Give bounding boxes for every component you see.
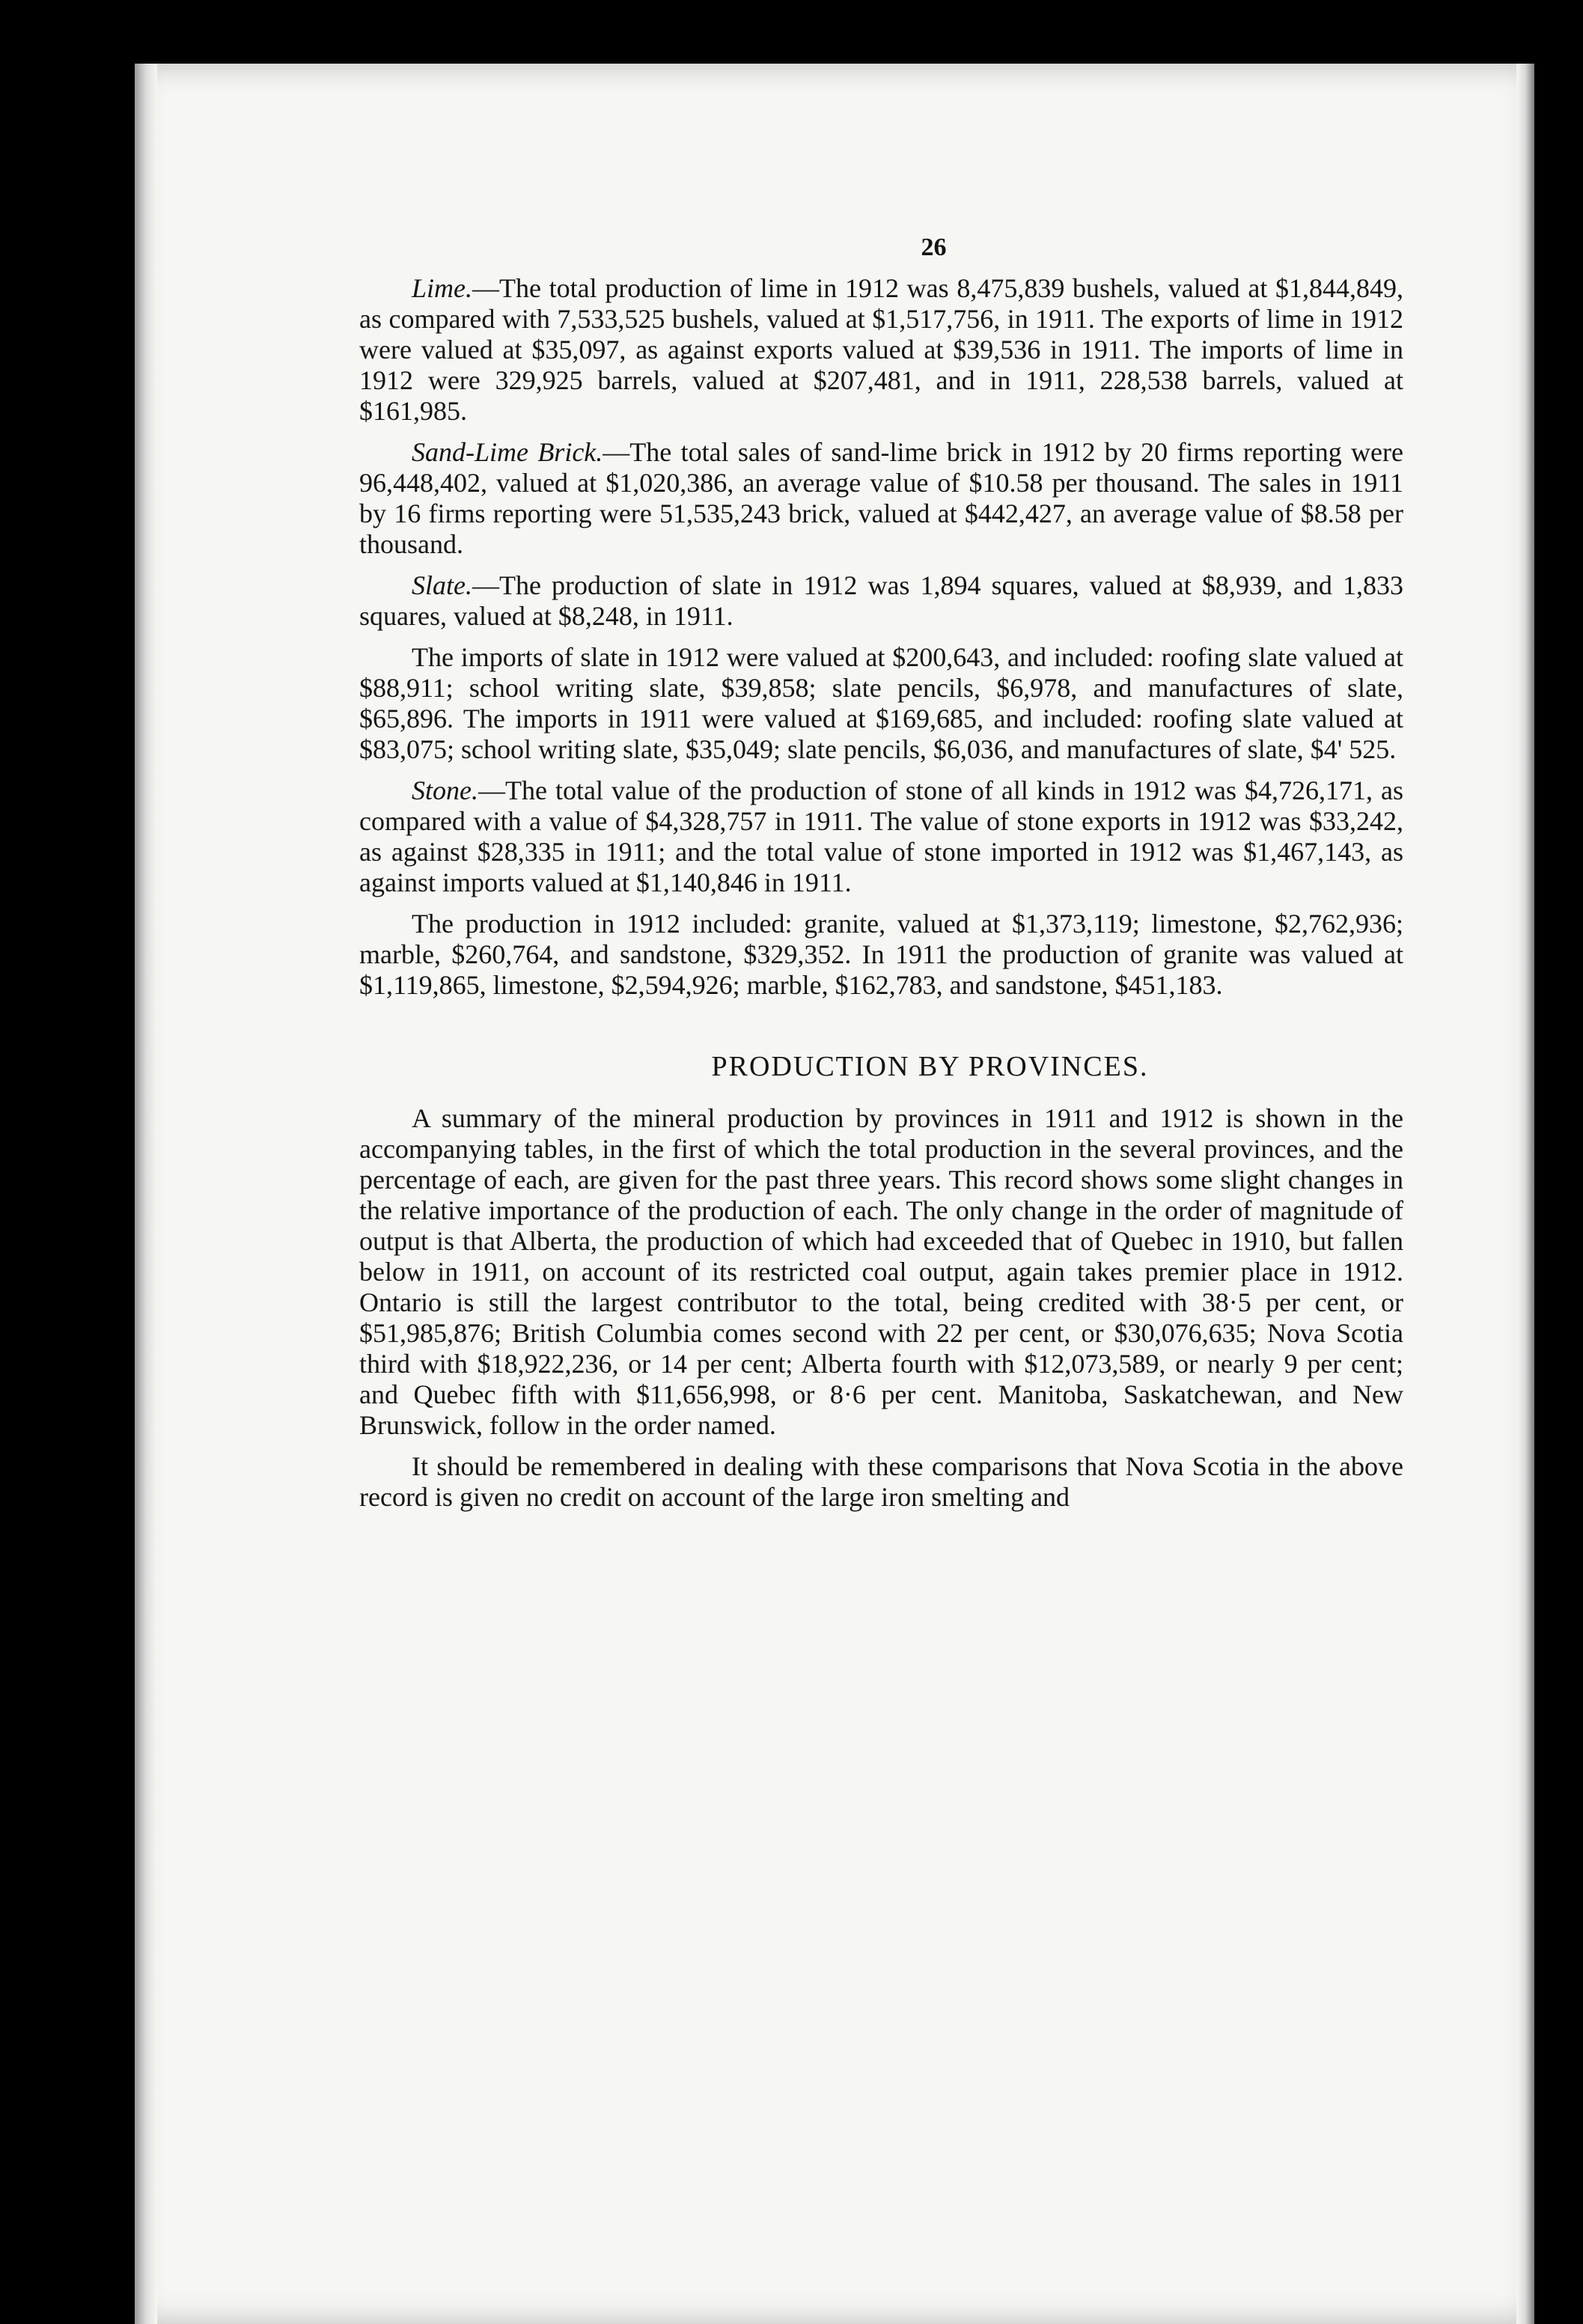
paragraph-text: A summary of the mineral production by provinces in 1911 and 1912 is shown in the accompanying tables, in the first of which the total production in the several provinces, and the percentage of each, are given for the past three years. This record shows some slight changes in the relative importance of the production of each. The only change in the order of magnitude of output is that Alberta, the production of which had exceeded that of Quebec in 1910, but fallen below in 1911, on account of its restricted coal output, again takes premier place in 1912. Ontario is still the largest contributor to the total, being credited with 38·5 per cent, or $51,985,876; British Columbia comes second with 22 per cent, or $30,076,635; Nova Scotia third with $18,922,236, or 14 per cent; Alberta fourth with $12,073,589, or nearly 9 per cent; and Quebec fifth with $11,656,998, or 8·6 per cent. Manitoba, Saskatchewan, and New Brunswick, follow in the order named. (359, 1103, 1403, 1440)
paragraph-text: The imports of slate in 1912 were valued at $200,643, and included: roofing slate valued at $88,911; school writing slate, $39,858; slate pencils, $6,978, and manufactures of slate, $65,896. The imports in 1911 were valued at $169,685, and included: roofing slate valued at $83,075; school writing slate, $35,049; slate pencils, $6,036, and manufactures of slate, $4' 525. (359, 642, 1403, 764)
paragraph-text: The production in 1912 included: granite, valued at $1,373,119; limestone, $2,762,936; marble, $260,764, and sandstone, $329,352. In 1911 the production of granite was valued at $1,119,865, limestone, $2,594,926; marble, $162,783, and sandstone, $451,183. (359, 909, 1403, 1000)
paragraph-slate-imports (359, 642, 1403, 765)
paragraph-text: —The total value of the production of stone of all kinds in 1912 was $4,726,171, as compared with a value of $4,328,757 in 1911. The value of stone exports in 1912 was $33,242, as against $28,335 in 1911; and the total value of stone imported in 1912 was $1,467,143, as against imports valued at $1,140,846 in 1911. (359, 775, 1403, 897)
scanned-page (135, 64, 1534, 2324)
paragraph-stone (359, 775, 1403, 898)
paragraph-lead: Stone. (412, 775, 478, 805)
paragraph-lead: Sand-Lime Brick. (412, 437, 603, 467)
paragraph-text: It should be remembered in dealing with these comparisons that Nova Scotia in the above record is given no credit on account of the large iron smelting and (359, 1451, 1403, 1512)
paragraph-slate (359, 570, 1403, 632)
paragraph-text: —The production of slate in 1912 was 1,894 squares, valued at $8,939, and 1,833 squares, valued at $8,248, in 1911. (359, 570, 1403, 631)
page-binding-edge (135, 64, 157, 2324)
paragraph-remember (359, 1451, 1403, 1513)
paragraph-text: —The total production of lime in 1912 was 8,475,839 bushels, valued at $1,844,849, as compared with 7,533,525 bushels, valued at $1,517,756, in 1911. The exports of lime in 1912 were valued at $35,097, as against exports valued at $39,536 in 1911. The imports of lime in 1912 were 329,925 barrels, valued at $207,481, and in 1911, 228,538 barrels, valued at $161,985. (359, 273, 1403, 426)
paragraph-stone-production (359, 909, 1403, 1001)
page-right-edge (1516, 64, 1534, 2324)
paragraph-lead: Lime. (412, 273, 472, 303)
paragraph-lime (359, 273, 1403, 427)
paragraph-lead: Slate. (412, 570, 472, 600)
section-heading: PRODUCTION BY PROVINCES. (711, 1051, 1149, 1082)
paragraph-summary (359, 1103, 1403, 1441)
page-content (359, 232, 1403, 1523)
paragraph-sand-lime-brick (359, 437, 1403, 560)
page-number: 26 (921, 234, 947, 261)
paragraph-text: —The total sales of sand-lime brick in 1912 by 20 firms reporting were 96,448,402, valued at $1,020,386, an average value of $10.58 per thousand. The sales in 1911 by 16 firms reporting were 51,535,243 brick, valued at $442,427, an average value of $8.58 per thousand. (359, 437, 1403, 559)
